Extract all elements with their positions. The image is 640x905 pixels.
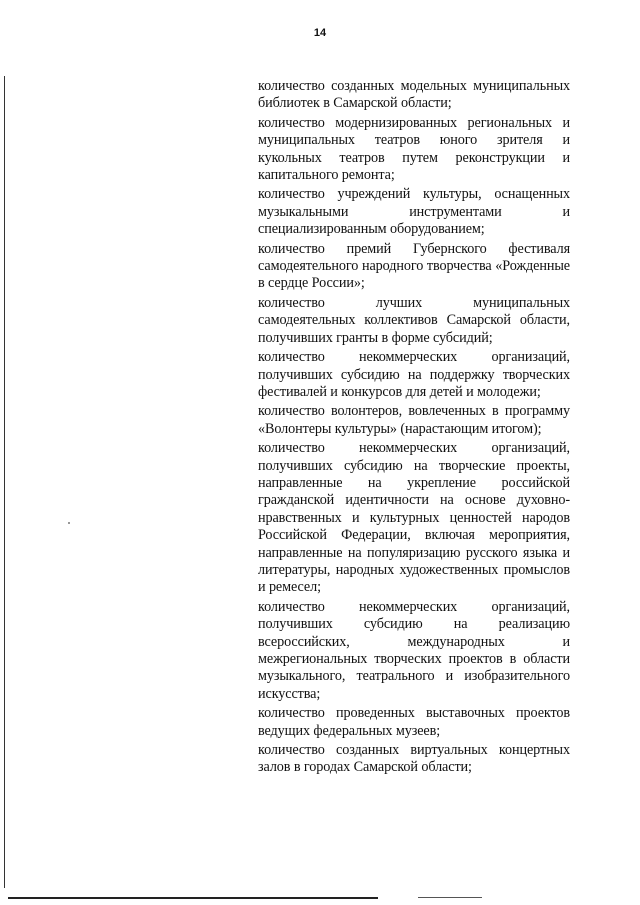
- indicator-list: [258, 78, 570, 779]
- left-margin-rule: [4, 76, 5, 888]
- list-item: количество лучших муниципальных самодеятельных коллективов Самарской области, получивших гранты в форме субсидий;: [258, 294, 570, 346]
- list-item: количество созданных виртуальных концертных залов в городах Самарской области;: [258, 742, 570, 776]
- list-item: количество проведенных выставочных проектов ведущих федеральных музеев;: [258, 705, 570, 739]
- list-item: количество созданных модельных муниципальных библиотек в Самарской области;: [258, 78, 570, 112]
- list-item: количество премий Губернского фестиваля самодеятельного народного творчества «Рожденные в сердце России»;: [258, 240, 570, 292]
- list-item: количество некоммерческих организаций, получивших субсидию на поддержку творческих фестивалей и конкурсов для детей и молодежи;: [258, 349, 570, 400]
- scan-bottom-edge-line: [418, 897, 482, 898]
- list-item: количество некоммерческих организаций, получивших субсидию на реализацию всероссийских, международных и межрегиональных творческих проектов в области музыкального, театрального и изобразительного искусства;: [258, 598, 570, 702]
- list-item: количество волонтеров, вовлеченных в программу «Волонтеры культуры» (нарастающим итогом);: [258, 403, 570, 437]
- list-item: количество некоммерческих организаций, получивших субсидию на творческие проекты, направленные на укрепление российской гражданской идентичности на основе духовно-нравственных и культурных ценностей народов Российской Федерации, включая мероприятия, направленные на популяризацию русского языка и литературы, народных художественных промыслов и ремесел;: [258, 440, 570, 596]
- scan-bottom-edge-line: [8, 897, 378, 899]
- page-number: 14: [313, 27, 327, 39]
- list-item: количество учреждений культуры, оснащенных музыкальными инструментами и специализированным оборудованием;: [258, 186, 570, 238]
- list-item: количество модернизированных региональных и муниципальных театров юного зрителя и кукольных театров путем реконструкции и капитального ремонта;: [258, 114, 570, 184]
- scan-speck: [68, 522, 70, 524]
